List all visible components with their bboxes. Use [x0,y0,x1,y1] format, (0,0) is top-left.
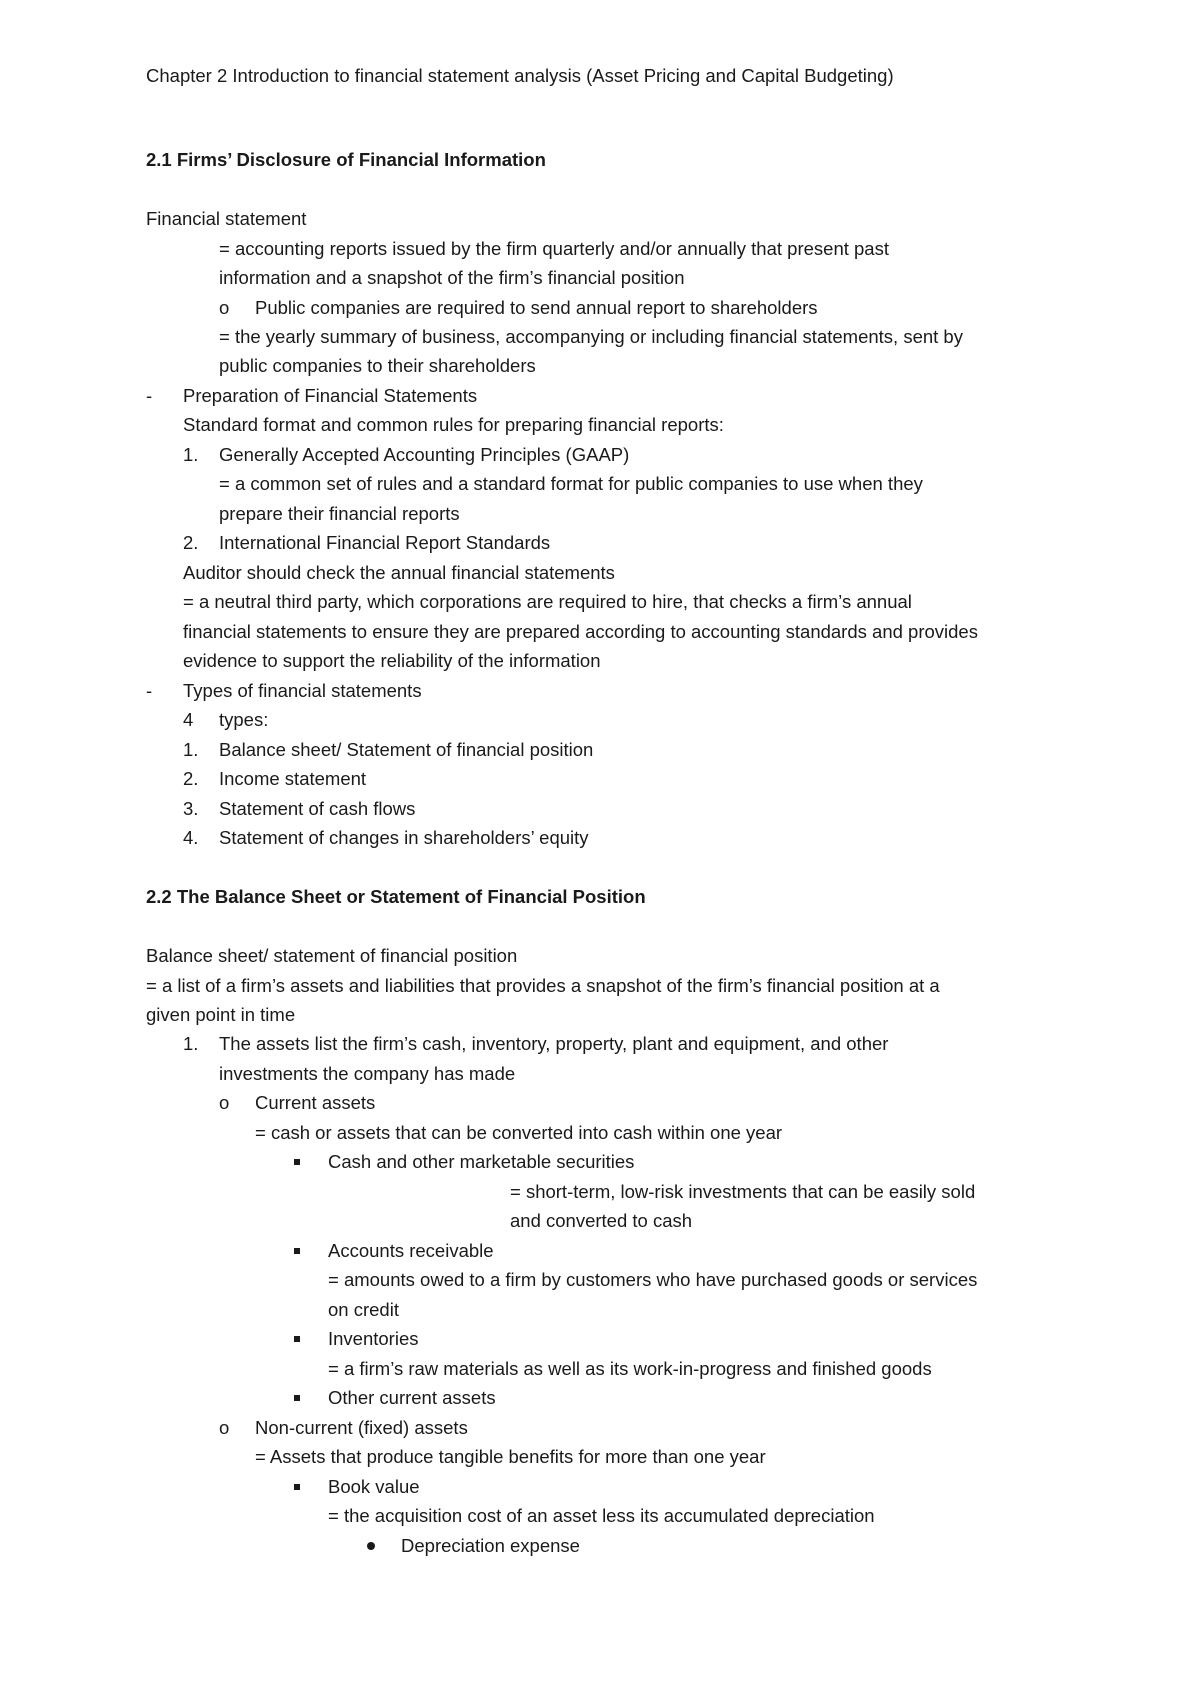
list-number: 2. [183,768,199,789]
square-bullet-icon [294,1484,300,1490]
list-item: Book value [328,1476,420,1497]
list-item: Balance sheet/ Statement of financial position [219,739,594,760]
list-marker-o: o [219,1092,230,1113]
list-item: Cash and other marketable securities [328,1151,635,1172]
definition-line: = amounts owed to a firm by customers who have purchased goods or services [328,1269,978,1290]
definition-line: prepare their financial reports [219,503,460,524]
list-item: Accounts receivable [328,1240,494,1261]
list-item: Statement of cash flows [219,798,416,819]
list-item: Current assets [255,1092,376,1113]
list-item: Non-current (fixed) assets [255,1417,468,1438]
paragraph-line: Standard format and common rules for preparing financial reports: [183,414,724,435]
square-bullet-icon [294,1395,300,1401]
section-heading-2-1: 2.1 Firms’ Disclosure of Financial Information [146,149,546,170]
definition-line: information and a snapshot of the firm’s financial position [219,267,685,288]
list-item: Public companies are required to send annual report to shareholders [255,297,818,318]
list-marker-dash: - [146,680,153,701]
definition-line: = a firm’s raw materials as well as its work-in-progress and finished goods [328,1358,932,1379]
list-number: 1. [183,1033,199,1054]
term-balance-sheet: Balance sheet/ statement of financial position [146,945,518,966]
list-number: 4. [183,827,199,848]
square-bullet-icon [294,1159,300,1165]
chapter-title: Chapter 2 Introduction to financial statement analysis (Asset Pricing and Capital Budgeting) [146,65,894,86]
round-bullet-icon [367,1542,375,1550]
paragraph-line: Auditor should check the annual financial statements [183,562,615,583]
definition-line: public companies to their shareholders [219,355,536,376]
list-number: 4 [183,709,194,730]
section-heading-2-2: 2.2 The Balance Sheet or Statement of Financial Position [146,886,646,907]
list-item: Statement of changes in shareholders’ equity [219,827,589,848]
list-item: International Financial Report Standards [219,532,551,553]
list-item: Income statement [219,768,367,789]
list-marker-o: o [219,1417,230,1438]
definition-line: = the yearly summary of business, accompanying or including financial statements, sent by [219,326,963,347]
square-bullet-icon [294,1336,300,1342]
definition-line: = the acquisition cost of an asset less its accumulated depreciation [328,1505,875,1526]
definition-line: = Assets that produce tangible benefits for more than one year [255,1446,766,1467]
definition-line: = accounting reports issued by the firm quarterly and/or annually that present past [219,238,889,259]
list-item: The assets list the firm’s cash, inventory, property, plant and equipment, and other [219,1033,889,1054]
list-marker-dash: - [146,385,153,406]
list-item: Types of financial statements [183,680,422,701]
list-item: Depreciation expense [401,1535,580,1556]
definition-line: = a neutral third party, which corporations are required to hire, that checks a firm’s annual [183,591,912,612]
list-item: Preparation of Financial Statements [183,385,478,406]
list-item-continuation: investments the company has made [219,1063,516,1084]
list-number: 1. [183,739,199,760]
term-financial-statement: Financial statement [146,208,307,229]
definition-line: given point in time [146,1004,296,1025]
paragraph-line: types: [219,709,269,730]
definition-line: financial statements to ensure they are prepared according to accounting standards and provides [183,621,978,642]
definition-line: = cash or assets that can be converted into cash within one year [255,1122,783,1143]
definition-line: and converted to cash [510,1210,693,1231]
definition-line: evidence to support the reliability of the information [183,650,601,671]
list-number: 1. [183,444,199,465]
list-item: Inventories [328,1328,419,1349]
list-marker-o: o [219,297,230,318]
square-bullet-icon [294,1248,300,1254]
list-item: Other current assets [328,1387,496,1408]
list-number: 3. [183,798,199,819]
definition-line: on credit [328,1299,399,1320]
definition-line: = short-term, low-risk investments that can be easily sold [510,1181,976,1202]
definition-line: = a common set of rules and a standard format for public companies to use when they [219,473,923,494]
list-item: Generally Accepted Accounting Principles (GAAP) [219,444,630,465]
list-number: 2. [183,532,199,553]
definition-line: = a list of a firm’s assets and liabilities that provides a snapshot of the firm’s financial position at a [146,975,940,996]
